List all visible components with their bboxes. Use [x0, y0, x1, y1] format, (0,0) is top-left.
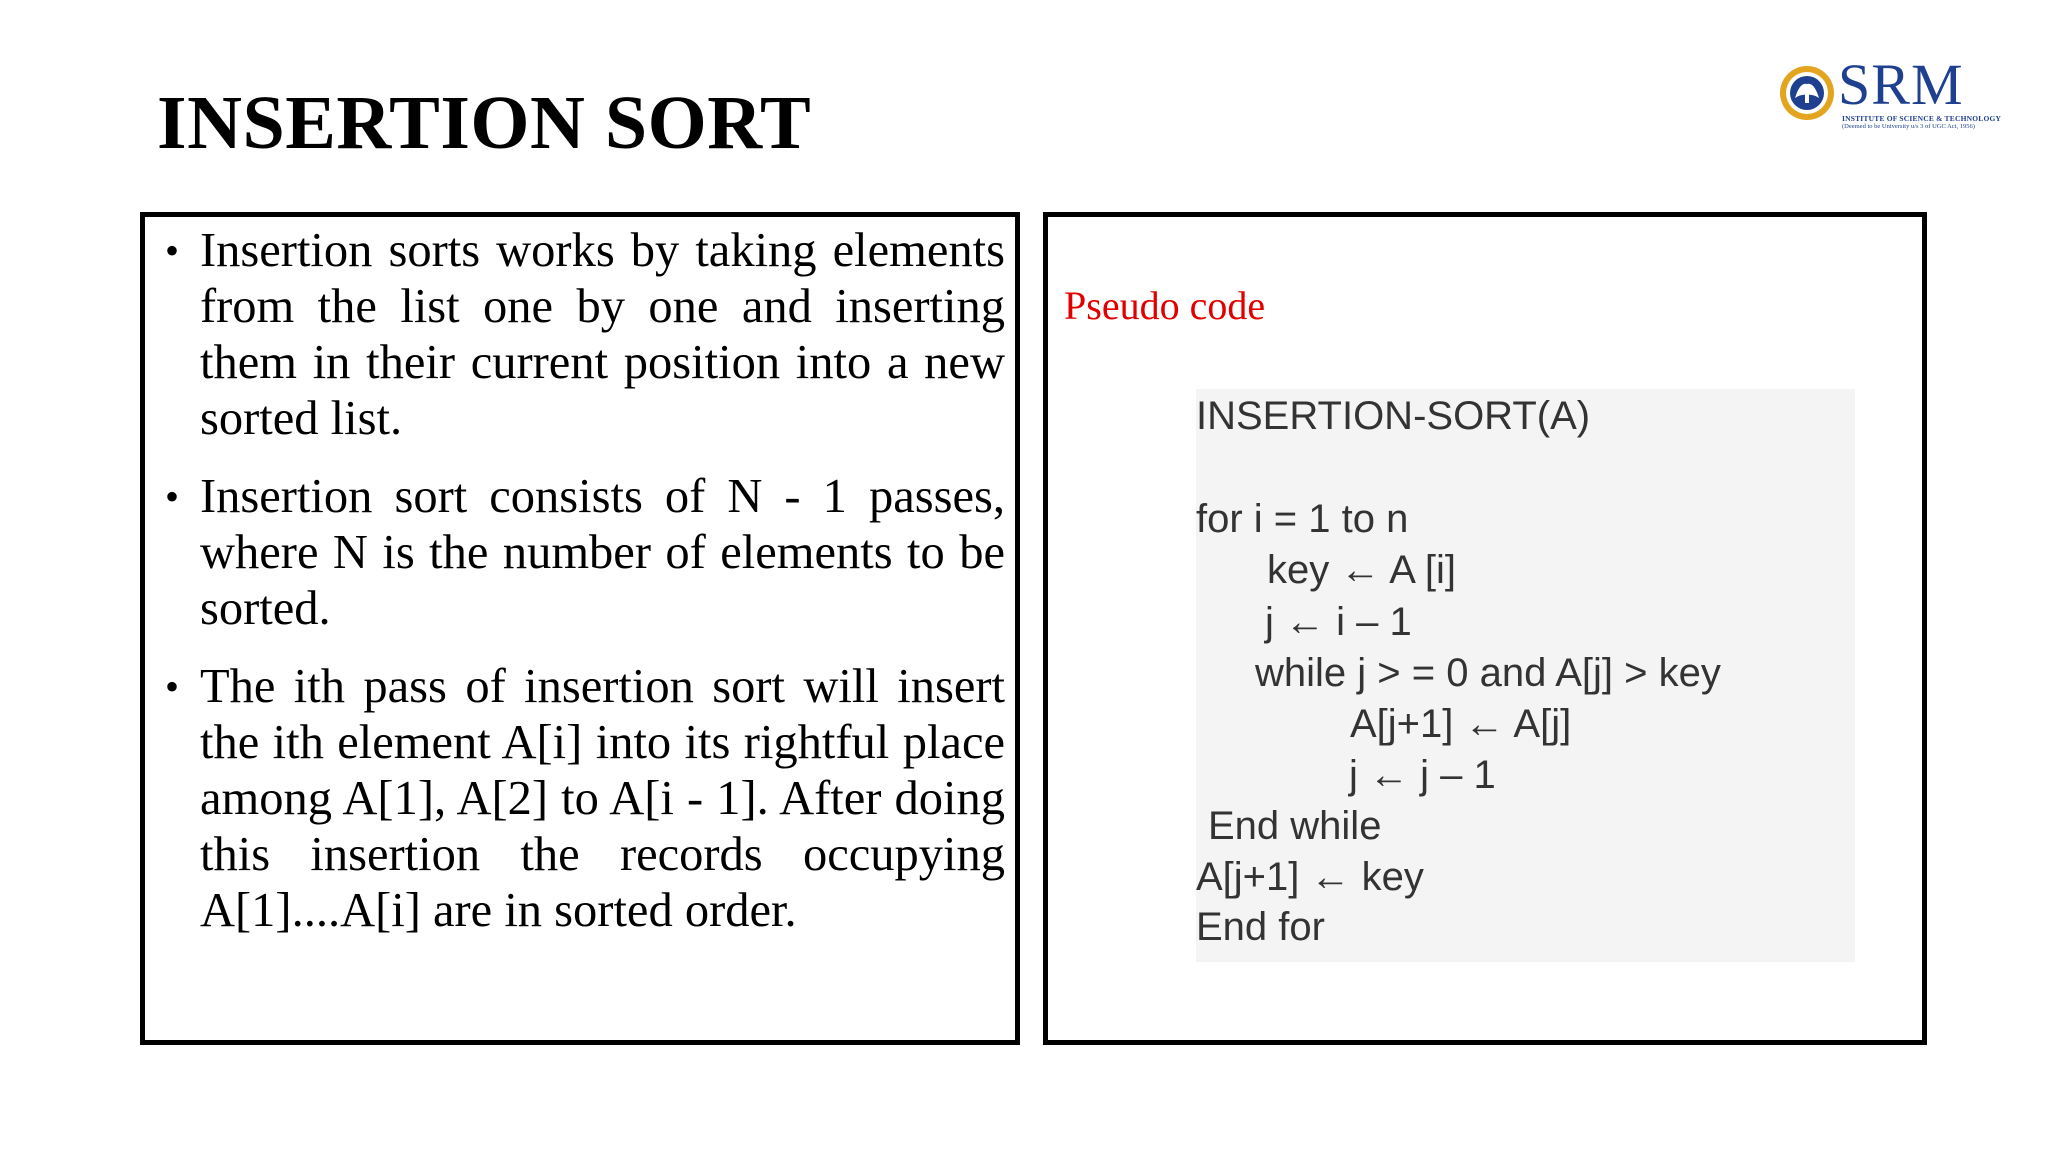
bullet-item	[162, 223, 1005, 447]
bullet-text: The ith pass of insertion sort will insert the ith element A[i] into its rightful place among A[1], A[2] to A[i - 1]. After doing this insertion the records occupying A[1]....A[i] are in sorted order.	[200, 660, 1005, 937]
code-line: INSERTION-SORT(A)	[1196, 394, 1591, 438]
code-block	[1196, 389, 1855, 962]
pseudocode-label: Pseudo code	[1064, 283, 1266, 328]
bullet-text: Insertion sorts works by taking elements from the list one by one and inserting them in their current position into a new sorted list.	[200, 224, 1005, 445]
code-line: while j > = 0 and A[j] > key	[1255, 651, 1721, 695]
bullet-item	[162, 659, 1005, 939]
pseudocode-panel	[1043, 212, 1927, 1045]
bullet-icon: •	[165, 228, 180, 273]
srm-logo	[1778, 52, 2002, 134]
bullet-icon: •	[165, 474, 180, 519]
code-line: A[j+1] ← key	[1196, 855, 1424, 899]
bullet-icon: •	[165, 664, 180, 709]
logo-tagline: (Deemed to be University u/s 3 of UGC Act, 1956)	[1842, 123, 1975, 130]
code-line: A[j+1] ← A[j]	[1350, 702, 1572, 746]
code-line: for i = 1 to n	[1196, 497, 1409, 541]
code-line: End for	[1196, 905, 1325, 949]
logo-subtitle: INSTITUTE OF SCIENCE & TECHNOLOGY	[1842, 114, 2002, 123]
code-line: End while	[1208, 804, 1382, 848]
code-line: key ← A [i]	[1267, 548, 1456, 592]
slide-title: INSERTION SORT	[157, 81, 812, 165]
logo-wordmark: SRM	[1838, 52, 1964, 117]
bullet-item	[162, 469, 1005, 637]
description-panel	[140, 212, 1020, 1045]
srm-emblem-icon	[1778, 64, 1836, 122]
code-line: j ← j – 1	[1349, 753, 1496, 797]
bullet-text: Insertion sort consists of N - 1 passes, where N is the number of elements to be sorted.	[200, 470, 1005, 635]
code-line: j ← i – 1	[1265, 600, 1412, 644]
bullet-list	[162, 223, 1005, 961]
